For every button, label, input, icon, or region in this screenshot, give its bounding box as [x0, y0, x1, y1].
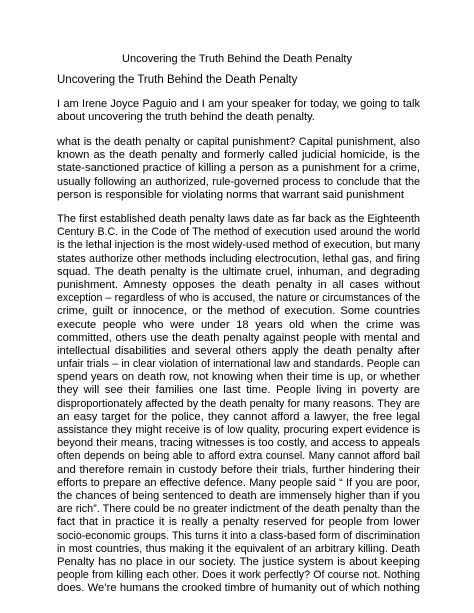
paragraph-line: are rich”. There could be no greater indictment of the death penalty than the	[57, 503, 420, 516]
paragraph-definition	[57, 136, 420, 202]
paragraph-line: efforts to prepare an effective defence. Many people said “ If you are poor,	[57, 476, 420, 489]
paragraph-line: known as the death penalty and formerly called judicial homicide, is the	[57, 149, 420, 162]
paragraph-line: The first established death penalty laws date as far back as the Eighteenth	[57, 213, 420, 225]
paragraph-line: unfair trials – in clear violation of international law and standards. People can	[57, 358, 420, 371]
paragraph-line: people from killing each other. Does it work perfectly? Of course not. Nothing	[57, 569, 420, 582]
paragraph-line: socio-economic groups. This turns it into a class-based form of discrimination	[57, 529, 420, 542]
paragraph-line: committed, others use the death penalty against people with mental and	[57, 331, 420, 344]
paragraph-line: fact that in practice it is really a penalty reserved for people from lower	[57, 516, 420, 529]
paragraph-line: beyond their means, tracing witnesses is too costly, and access to appeals	[57, 437, 420, 450]
paragraph-line: the chances of being sentenced to death are immensely higher than if you	[57, 489, 420, 502]
paragraph-intro	[57, 98, 420, 124]
paragraph-line: execute people who were under 18 years old when the crime was	[57, 318, 420, 331]
paragraph-line: what is the death penalty or capital punishment? Capital punishment, also	[57, 136, 420, 148]
paragraph-line: often depends on being able to afford extra counsel. Many cannot afford bail	[57, 450, 420, 463]
paragraph-line: an easy target for the police, they cannot afford a lawyer, the free legal	[57, 410, 420, 423]
paragraph-line: spend years on death row, not knowing when their time is up, or whether	[57, 371, 420, 384]
paragraph-line: squad. The death penalty is the ultimate cruel, inhuman, and degrading	[57, 265, 420, 278]
paragraph-line: in most countries, thus making it the equivalent of an arbitrary killing. Death	[57, 542, 420, 555]
paragraph-history	[57, 213, 420, 595]
paragraph-line: and therefore remain in custody before their trials, further hindering their	[57, 463, 420, 476]
paragraph-line: state-sanctioned practice of killing a person as a punishment for a crime,	[57, 162, 420, 175]
paragraph-line: punishment. Amnesty opposes the death penalty in all cases without	[57, 278, 420, 291]
paragraph-line: about uncovering the truth behind the death penalty.	[57, 111, 315, 124]
document-title: Uncovering the Truth Behind the Death Penalty	[122, 53, 352, 65]
paragraph-line: Penalty has no place in our society. The justice system is about keeping	[57, 555, 420, 568]
paragraph-line: Century B.C. in the Code of The method of execution used around the world	[57, 226, 420, 239]
paragraph-line: they will see their families one last time. People living in poverty are	[57, 384, 420, 397]
paragraph-line: does. We’re humans the crooked timbre of humanity out of which nothing	[57, 582, 420, 595]
paragraph-line: assistance they might receive is of low quality, procuring expert evidence is	[57, 424, 420, 436]
paragraph-line: usually following an authorized, rule-governed process to conclude that the	[57, 175, 420, 188]
document-subtitle: Uncovering the Truth Behind the Death Penalty	[57, 74, 298, 86]
paragraph-line: crime, guilt or innocence, or the method of execution. Some countries	[57, 305, 420, 318]
paragraph-line: states authorize other methods including electrocution, lethal gas, and firing	[57, 252, 420, 265]
paragraph-line: disproportionately affected by the death penalty for many reasons. They are	[57, 397, 420, 410]
paragraph-line: I am Irene Joyce Paguio and I am your speaker for today, we going to talk	[57, 98, 420, 110]
paragraph-line: is the lethal injection is the most widely-used method of execution, but many	[57, 239, 420, 252]
paragraph-line: person is responsible for violating norms that warrant said punishment	[57, 188, 404, 201]
paragraph-line: exception – regardless of who is accused, the nature or circumstances of the	[57, 292, 420, 305]
paragraph-line: intellectual disabilities and several others apply the death penalty after	[57, 344, 420, 357]
